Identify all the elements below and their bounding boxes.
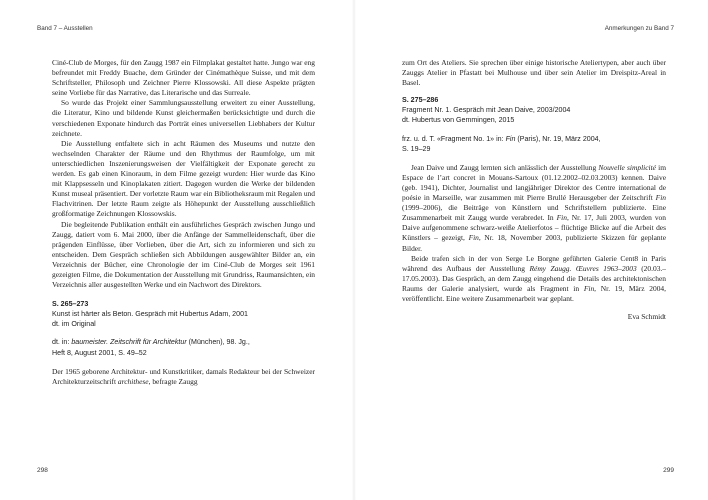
paragraph: zum Ort des Ateliers. Sie sprechen über einige historische Ateliertypen, aber auch über Zauggs Atelier in Pfastatt bei Mulhouse und über sein Atelier im Dreispitz-Areal in Basel. — [402, 58, 666, 88]
text-run-italic: Fin — [655, 193, 666, 203]
running-head-left: Band 7 – Ausstellen — [37, 25, 93, 32]
right-page — [354, 0, 708, 500]
reference-title: Kunst ist härter als Beton. Gespräch mit Hubertus Adam, 2001 — [52, 310, 248, 319]
text-run-italic: Nouvelle simplicité — [598, 162, 656, 172]
closing-paragraph — [52, 367, 315, 387]
reference-source-prefix: dt. in: — [52, 338, 72, 347]
page-number-left: 298 — [37, 467, 48, 474]
text-run-italic: Fin — [468, 233, 479, 243]
text-run: , Nr. 18, November 2003, publizierte Skizzen für geplante Bilder. — [402, 233, 667, 253]
closing-text-italic: archithese — [117, 376, 149, 386]
closing-text-start: Der 1965 geborene Architektur- und Kunstkritiker, damals Redakteur bei der Schweizer Architekturzeitschrift — [52, 366, 315, 386]
reference-source-line2: Heft 8, August 2001, S. 49–52 — [52, 348, 147, 357]
text-run-italic: Fin — [583, 283, 595, 293]
reference-source-rest: (Paris), Nr. 19, März 2004, — [515, 134, 601, 143]
left-body-text — [52, 58, 315, 387]
paragraph — [402, 254, 666, 304]
text-run: , Nr. 19, März 2004, veröffentlicht. Eine weitere Zusammenarbeit war geplant. — [402, 283, 666, 303]
paragraph: Die begleitende Publikation enthält ein ausführliches Gespräch zwischen Jungo und Zaugg, datiert vom 6. Mai 2000, über die Anfänge der Sammelleidenschaft, über die prägenden Einflüsse, über Vorlieben, über die Art, sich zu informieren und sich zu entscheiden. Dem Gespräch schließen sich Abbildungen ausgewählter Bilder an, ein Verzeichnis der Bücher, eine Chronologie der im Ciné-Club de Morges seit 1961 gezeigten Filme, die Dokumentation der Ausstellung mit Grundriss, Raumansichten, ein Verzeichnis aller ausgestellten Werke und ein Nachwort des Direktors. — [52, 219, 315, 290]
reference-section: S. 265–273 — [52, 300, 89, 309]
reference-block — [52, 299, 315, 357]
text-run-italic: Rémy Zaugg. Œuvres 1963–2003 — [529, 263, 637, 273]
text-run: , Nr. 17, Juli 2003, wurden von Daive aufgenommene schwarz-weiße Atelierfotos – flüchtige Blicke auf die Arbeit des Künstlers – gezeigt, — [402, 213, 666, 243]
reference-source — [52, 337, 315, 347]
running-head-right: Anmerkungen zu Band 7 — [604, 25, 674, 32]
paragraph: Die Ausstellung entfaltete sich in acht Räumen des Museums und nutzte den wechselnden Charakter der Räume und den Rhythmus der Raumfolge, um mit unterschiedlichen Inszenierungsweisen der Vielfältigkeit der Exponate gerecht zu werden. Es gab einen Kinoraum, in dem Filme gezeigt wurden: Hier wurde das Kino mit Klappsesseln und Kinoplakaten zitiert. Dagegen wurden die Werke der bildenden Kunst museal präsentiert. Der vorletzte Raum war ein Bibliotheksraum mit Regalen und Flachvitrinen. Der letzte Raum zeigte als Höhepunkt der Ausstellung ausschließlich großformatige Zeichnungen Klossowskis. — [52, 138, 315, 219]
reference-source-line2: S. 19–29 — [402, 144, 431, 153]
reference-source — [402, 134, 666, 144]
reference-section: S. 275–286 — [402, 96, 439, 105]
reference-block — [402, 95, 666, 153]
text-run: im Espace de l’art concret in Mouans-Sartoux (01.12.2002–02.03.2003) kennen. Daive (geb. 1941), Dichter, Journalist und langjähriger Direktor des Centre international de poésie in Marseille, war zusammen mit Pierre Brullé Herausgeber der Zeitschrift — [402, 162, 666, 203]
text-run: (20.03.–17.05.2003). Das Gespräch, an dem Zaugg eingehend die Details des architektonischen Raums der Galerie analysiert, wurde als Fragment in — [402, 263, 666, 293]
reference-note: dt. Hubertus von Gemmingen, 2015 — [402, 116, 515, 125]
text-run: (1999–2006), die Beiträge von Künstlern und Schriftstellern publizierte. Eine Zusammenarbeit mit Zaugg wurde verabredet. In — [402, 203, 666, 223]
paragraph: Ciné-Club de Morges, für den Zaugg 1987 ein Filmplakat gestaltet hatte. Jungo war eng befreundet mit Freddy Buache, dem Gründer der Cinémathèque Suisse, und mit dem Schriftsteller, Philosoph und Zeichner Pierre Klossowski. All diese Aspekte prägten seine Vorliebe für das Narrative, das Literarische und das Surreale. — [52, 58, 315, 98]
page-number-right: 299 — [663, 467, 674, 474]
paragraph — [402, 163, 666, 254]
text-run: Jean Daive und Zaugg lernten sich anlässlich der Ausstellung — [411, 162, 599, 172]
reference-note: dt. im Original — [52, 320, 96, 329]
reference-source-prefix: frz. u. d. T. «Fragment No. 1» in: — [402, 134, 506, 143]
right-body-text — [402, 58, 666, 322]
text-run-italic: Fin — [556, 213, 567, 223]
reference-source-rest: (München), 98. Jg., — [186, 338, 250, 347]
author-signature: Eva Schmidt — [627, 312, 666, 322]
reference-title: Fragment Nr. 1. Gespräch mit Jean Daive, 2003/2004 — [402, 106, 571, 115]
reference-source-journal: baumeister. Zeitschrift für Architektur — [71, 338, 187, 347]
reference-source-journal: Fin — [505, 134, 516, 143]
paragraph: So wurde das Projekt einer Sammlungsausstellung erweitert zu einer Ausstellung, die Literatur, Kino und bildende Kunst gleichermaßen berücksichtigte und durch die verschiedenen Exponate hindurch das Porträt eines universellen Liebhabers der Kultur zeichnete. — [52, 98, 315, 138]
text-run: Beide trafen sich in der von Serge Le Borgne geführten Galerie Cent8 in Paris während des Aufbaus der Ausstellung — [402, 253, 666, 273]
closing-text-end: , befragte Zaugg — [148, 376, 198, 386]
